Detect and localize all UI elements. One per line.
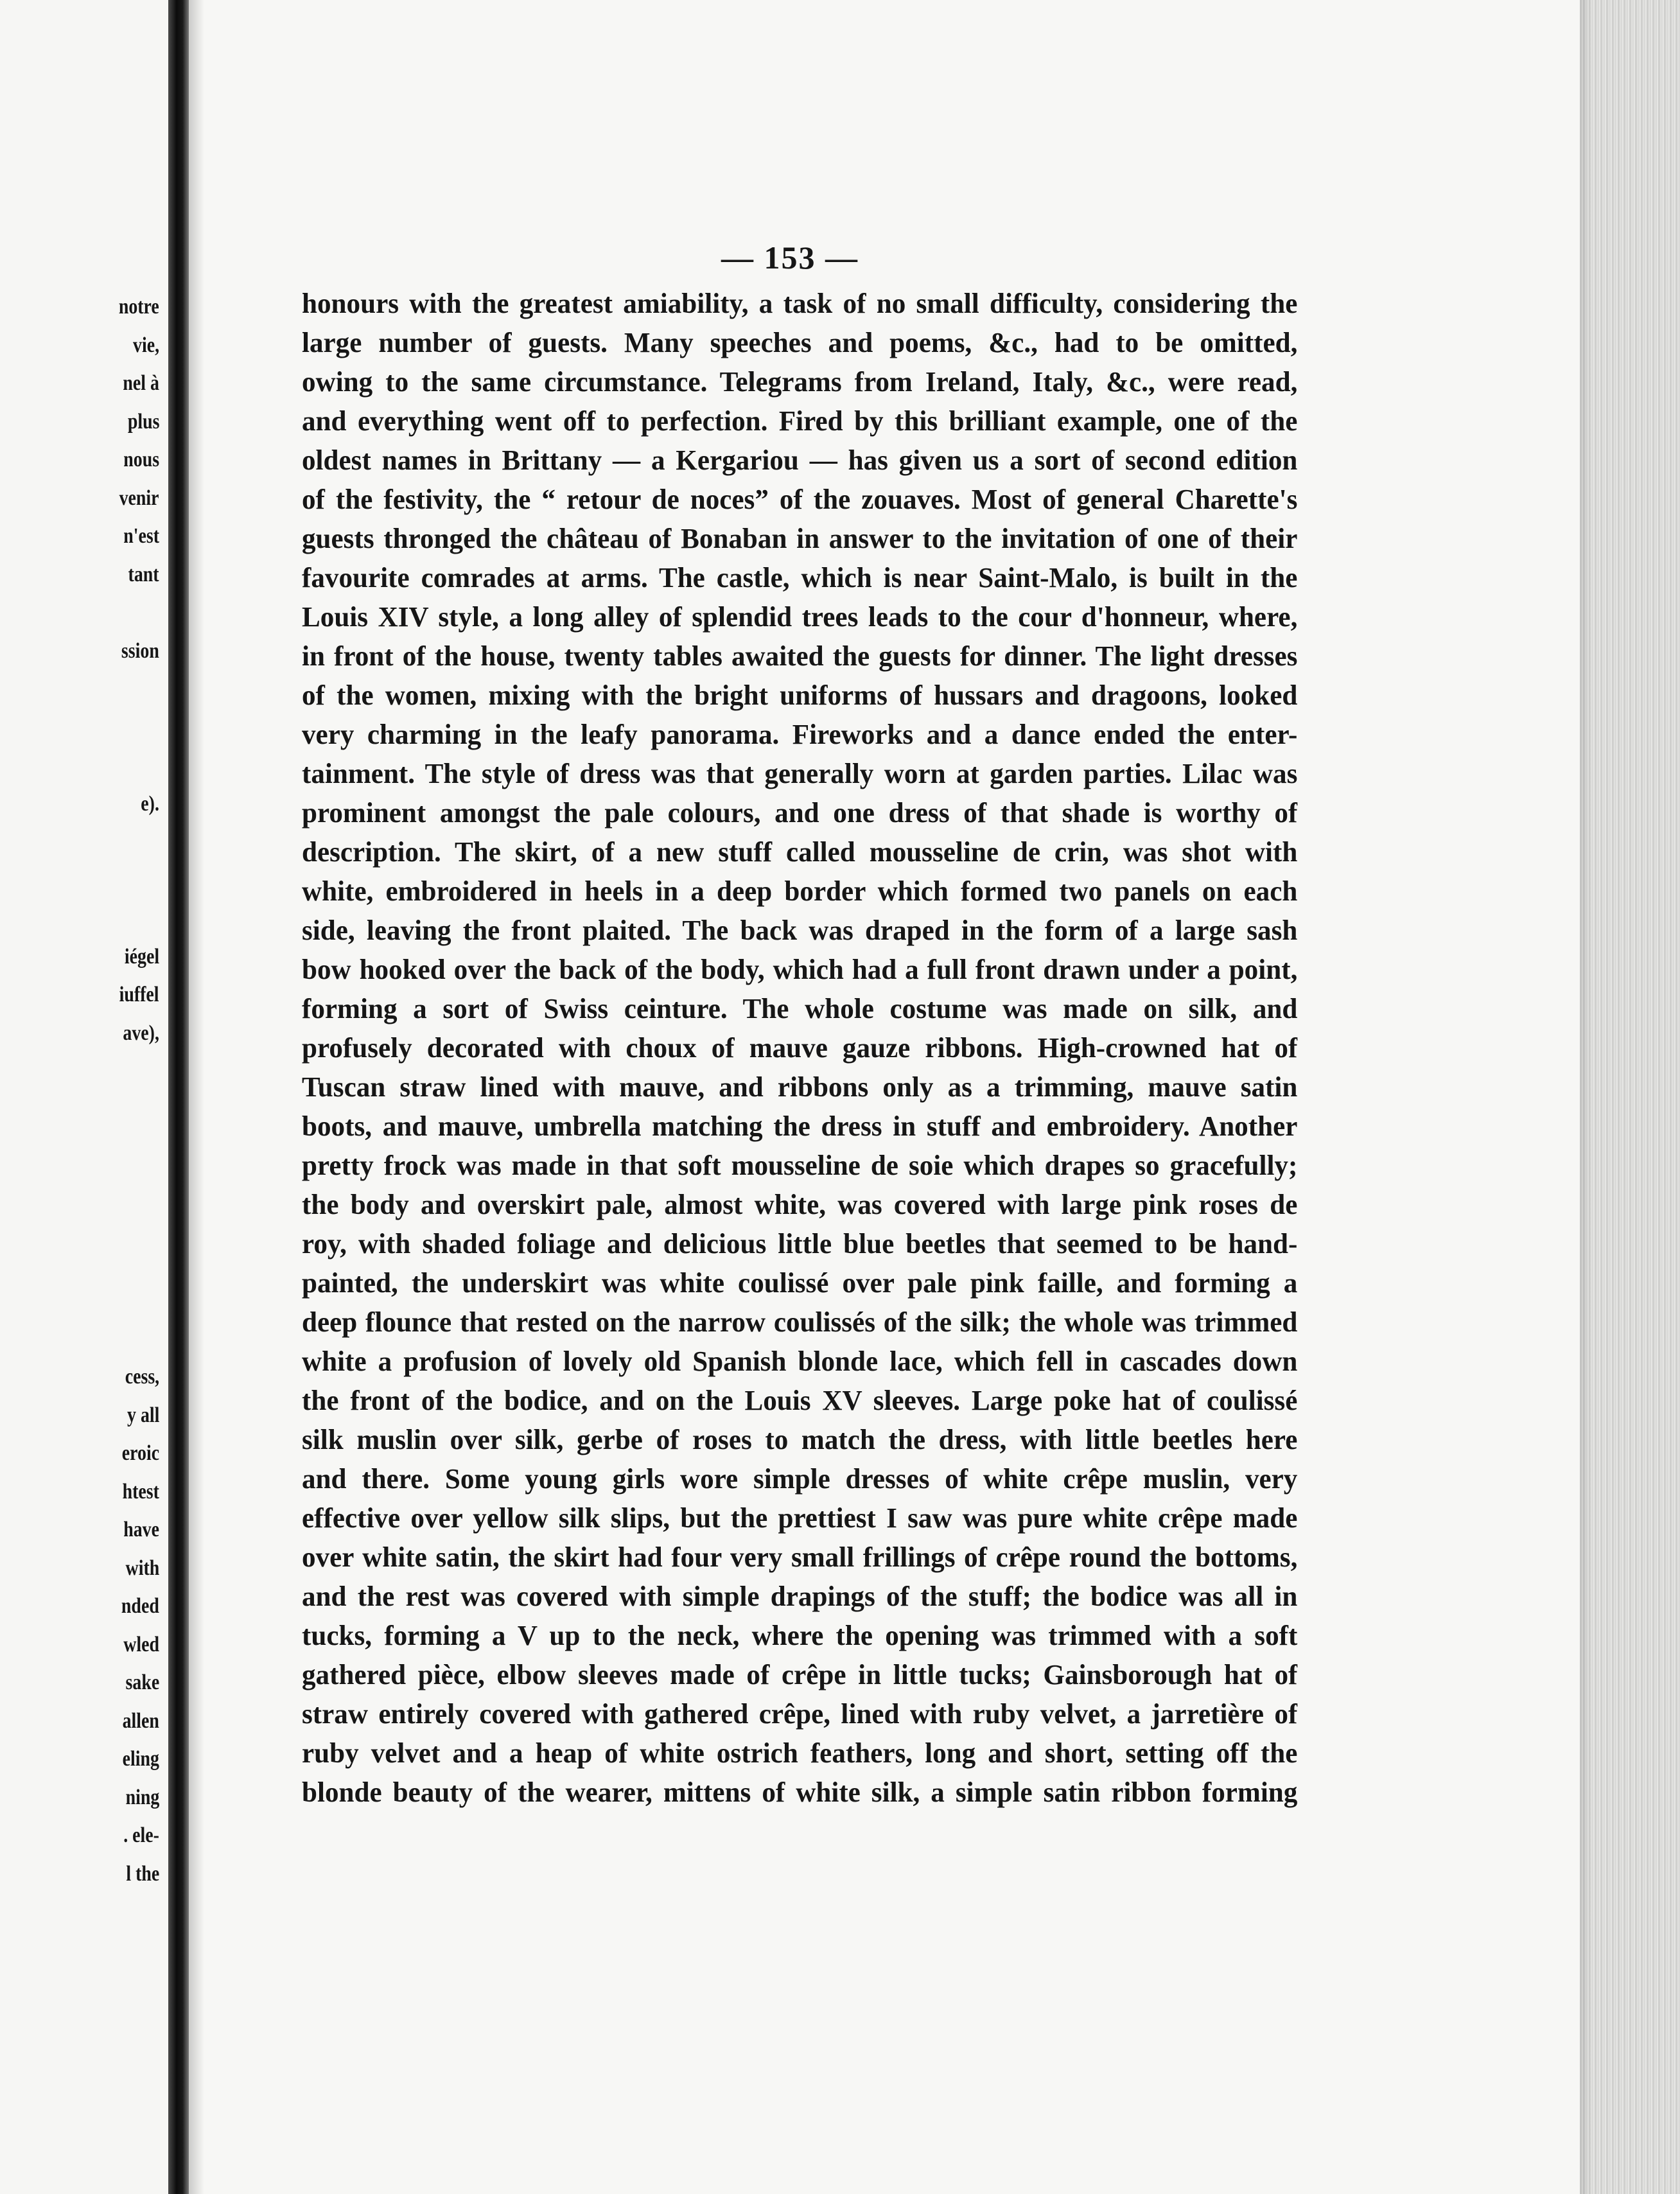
text-line: tainment. The style of dress was that generally worn at garden parties. Lilac was (302, 758, 1298, 789)
body-text (302, 284, 1318, 1812)
facing-page-text-fragment: vie, (132, 333, 159, 357)
text-line: profusely decorated with choux of mauve gauze ribbons. High-crowned hat of (302, 1032, 1298, 1064)
facing-page-text-fragment: sake (125, 1671, 159, 1694)
facing-page-fragment (0, 0, 168, 2194)
page-edges (1580, 0, 1680, 2194)
text-line: Louis XIV style, a long alley of splendid trees leads to the cour d'honneur, where, (302, 601, 1298, 633)
text-line: prominent amongst the pale colours, and one dress of that shade is worthy of (302, 797, 1298, 829)
text-line: and the rest was covered with simple drapings of the stuff; the bodice was all in (302, 1581, 1298, 1612)
text-line: the body and overskirt pale, almost white, was covered with large pink roses de (302, 1189, 1298, 1220)
facing-page-text-fragment: notre (119, 295, 159, 319)
text-line: favourite comrades at arms. The castle, which is near Saint-Malo, is built in the (302, 562, 1298, 593)
text-line: Tuscan straw lined with mauve, and ribbons only as a trimming, mauve satin (302, 1071, 1298, 1103)
text-line: deep flounce that rested on the narrow coulissés of the silk; the whole was trimmed (302, 1306, 1298, 1338)
text-line: ruby velvet and a heap of white ostrich feathers, long and short, setting off the (302, 1737, 1298, 1769)
facing-page-text-fragment: nous (123, 448, 159, 471)
text-line: and there. Some young girls wore simple dresses of white crêpe muslin, very (302, 1463, 1298, 1495)
text-line: white a profusion of lovely old Spanish blonde lace, which fell in cascades down (302, 1346, 1298, 1377)
gutter-shadow (189, 0, 204, 2194)
text-line: bow hooked over the back of the body, which had a full front drawn under a point, (302, 954, 1298, 985)
page-number: — 153 — (721, 240, 859, 276)
text-line: effective over yellow silk slips, but the prettiest I saw was pure white crêpe made (302, 1502, 1298, 1534)
facing-page-text-fragment: allen (122, 1708, 159, 1733)
text-line: oldest names in Brittany — a Kergariou — has given us a sort of second edition (302, 444, 1298, 476)
facing-page-text-fragment: wled (123, 1632, 159, 1656)
text-line: and everything went off to perfection. Fired by this brilliant example, one of the (302, 405, 1298, 437)
text-line: description. The skirt, of a new stuff called mousseline de crin, was shot with (302, 836, 1298, 868)
text-line: painted, the underskirt was white coulissé over pale pink faille, and forming a (302, 1267, 1298, 1299)
facing-page-text-fragment: eroic (121, 1441, 159, 1465)
facing-page-text-fragment: n'est (123, 524, 159, 548)
text-line: in front of the house, twenty tables awaited the guests for dinner. The light dresses (302, 640, 1298, 672)
text-line: of the women, mixing with the bright uniforms of hussars and dragoons, looked (302, 680, 1298, 711)
facing-page-text-fragment: . ele- (123, 1823, 159, 1847)
text-line: gathered pièce, elbow sleeves made of crêpe in little tucks; Gainsborough hat of (302, 1659, 1298, 1690)
text-line: silk muslin over silk, gerbe of roses to match the dress, with little beetles here (302, 1424, 1298, 1455)
text-line: honours with the greatest amiability, a task of no small difficulty, considering the (302, 288, 1298, 319)
facing-page-text-fragment: nel à (123, 371, 159, 395)
text-line: straw entirely covered with gathered crêpe, lined with ruby velvet, a jarretière of (302, 1698, 1298, 1730)
facing-page-text-fragment: htest (122, 1479, 159, 1504)
facing-page-text-fragment: ssion (121, 638, 159, 663)
facing-page-text-fragment: with (125, 1556, 159, 1580)
text-line: large number of guests. Many speeches and poems, &c., had to be omitted, (302, 327, 1298, 358)
text-line: blonde beauty of the wearer, mittens of white silk, a simple satin ribbon forming (302, 1777, 1298, 1808)
facing-page-text-fragment: iuffel (119, 983, 159, 1006)
text-line: owing to the same circumstance. Telegrams from Ireland, Italy, &c., were read, (302, 366, 1298, 398)
text-line: forming a sort of Swiss ceinture. The whole costume was made on silk, and (302, 993, 1298, 1024)
text-line: of the festivity, the “ retour de noces” of the zouaves. Most of general Charette's (302, 484, 1298, 515)
text-line: very charming in the leafy panorama. Fireworks and a dance ended the enter- (302, 719, 1298, 750)
facing-page-text-fragment: ning (125, 1785, 159, 1809)
facing-page-text-fragment: ave), (123, 1021, 159, 1045)
text-line: roy, with shaded foliage and delicious little blue beetles that seemed to be hand- (302, 1228, 1298, 1259)
text-line: white, embroidered in heels in a deep border which formed two panels on each (302, 875, 1298, 907)
facing-page-text-fragment: venir (119, 486, 159, 510)
facing-page-text-fragment: tant (128, 562, 159, 586)
facing-page-text-fragment: eling (122, 1747, 159, 1771)
text-line: tucks, forming a V up to the neck, where the opening was trimmed with a soft (302, 1620, 1298, 1651)
text-line: boots, and mauve, umbrella matching the dress in stuff and embroidery. Another (302, 1110, 1298, 1142)
text-line: side, leaving the front plaited. The back was draped in the form of a large sash (302, 915, 1298, 946)
text-line: guests thronged the château of Bonaban in answer to the invitation of one of their (302, 523, 1298, 554)
text-line: over white satin, the skirt had four very small frillings of crêpe round the bottoms, (302, 1541, 1298, 1573)
facing-page-text-fragment: e). (141, 791, 159, 816)
facing-page-text-fragment: iégel (124, 944, 159, 969)
facing-page-text-fragment: plus (127, 409, 159, 434)
text-line: the front of the bodice, and on the Louis XV sleeves. Large poke hat of coulissé (302, 1385, 1298, 1416)
facing-page-text-fragment: y all (127, 1403, 159, 1427)
book-gutter (168, 0, 189, 2194)
facing-page-text-fragment: have (123, 1518, 159, 1541)
facing-page-text-fragment: cess, (125, 1365, 159, 1389)
facing-page-text-fragment: nded (121, 1594, 159, 1618)
text-line: pretty frock was made in that soft mousseline de soie which drapes so gracefully; (302, 1150, 1298, 1181)
facing-page-text-fragment: l the (126, 1861, 159, 1886)
